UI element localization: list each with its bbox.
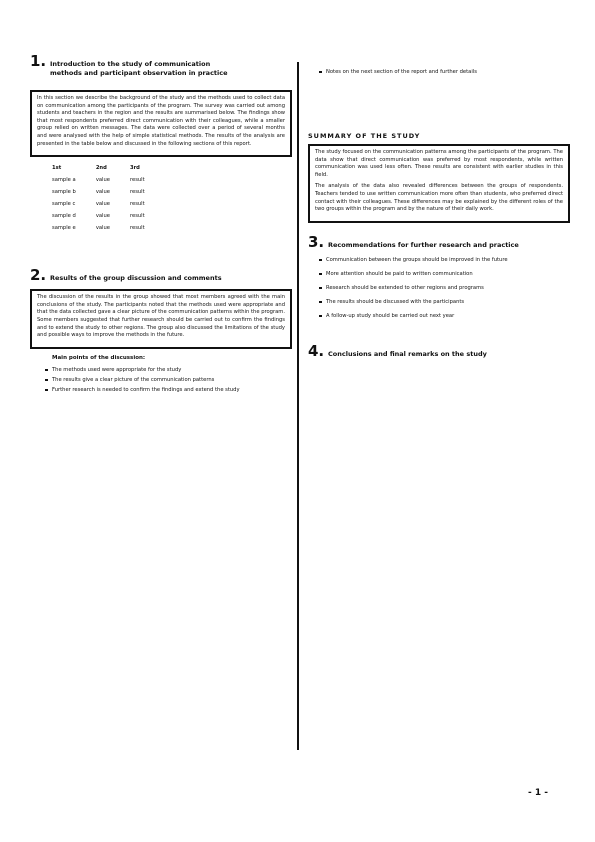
box-paragraph: The analysis of the data also revealed differences between the groups of respondents. Teachers tended to use written communication more often than students, who preferred direct contact with their colleagues. These differences may be explained by the different roles of the two groups within the program and by the nature of their daily work. [315,183,563,213]
page-number: - 1 - [528,788,548,798]
box-paragraph: The study focused on the communication patterns among the participants of the program. The data show that direct communication was preferred by most respondents, while written communication was used less often. These results are consistent with earlier studies in this field. [315,149,563,178]
table-cell: value [95,189,110,196]
section-title: Recommendations for further research and practice [328,240,519,249]
table-cell: value [95,213,110,220]
section-heading-1 [30,52,292,78]
section-title-line-2: methods and participant observation in practice [50,69,228,77]
list-item: Communication between the groups should be improved in the future [326,256,570,264]
section-title: SUMMARY OF THE STUDY [308,132,421,140]
table-header: 3rd [129,165,140,172]
section-title-line-1: Introduction to the study of communication [50,60,211,68]
section-title: Conclusions and final remarks on the study [328,349,487,358]
table-cell: value [95,225,110,232]
column-divider [297,62,299,750]
table-header: 1st [52,165,62,172]
table-cell: value [95,201,110,208]
table-header: 2nd [95,165,107,172]
intro-list [308,68,570,76]
list-item: Research should be extended to other regions and programs [326,284,570,292]
table-cell: sample a [52,177,76,184]
section-heading-2 [30,266,292,285]
section-number: 1. [30,52,47,70]
text-box-3 [308,144,570,223]
table-cell: sample c [52,201,76,208]
box-paragraph: The discussion of the results in the group showed that most members agreed with the main conclusions of the study. The participants noted that the methods used were appropriate and that the data collected gave a clear picture of the communication patterns within the program. Some members suggested that further research should be carried out to confirm the findings and to extend the study to other regions. The group also discussed the limitations of the study and possible ways to improve the methods in the future. [37,294,285,339]
section-heading-4 [308,341,570,360]
list-item: Further research is needed to confirm the findings and extend the study [52,386,292,394]
section-number: 3. [308,232,325,251]
list-item: More attention should be paid to written communication [326,270,570,278]
section-number: 2. [30,266,47,285]
table-cell: result [129,177,145,184]
section-title: Results of the group discussion and comments [50,274,222,283]
list-item: A follow-up study should be carried out next year [326,312,570,320]
table-cell: result [129,225,145,232]
list-item: The methods used were appropriate for the study [52,366,292,374]
table-cell: sample b [52,189,76,196]
text-box-1 [30,90,292,157]
summary-section [308,132,570,223]
table-cell: result [129,213,145,220]
table-header-row [42,162,155,174]
data-table [42,162,155,234]
table-row [42,186,155,198]
section-number: 4. [308,341,325,360]
table-cell: result [129,189,145,196]
table-row [42,174,155,186]
section-heading-3 [308,232,570,251]
text-box-2 [30,289,292,349]
list-title: Main points of the discussion: [52,354,146,361]
table-row [42,198,155,210]
recommendation-list [308,256,570,320]
box-paragraph: In this section we describe the background of the study and the methods used to collect data on communication among the participants of the program. The survey was carried out among students and teachers in the region and the results are summarised below. The findings show that most respondents preferred direct communication with their colleagues, while a smaller group relied on written messages. The data were collected over a period of several months and were analysed with the help of simple statistical methods. The results of the analysis are presented in the table below and discussed in the following sections of this report. [37,95,285,147]
table-cell: sample e [52,225,76,232]
list-item: Notes on the next section of the report and further details [326,68,570,76]
table-cell: sample d [52,213,76,220]
table-cell: value [95,177,110,184]
left-column [30,52,292,396]
list-item: The results should be discussed with the participants [326,298,570,306]
bullet-list [30,366,292,394]
table-row [42,222,155,234]
table-row [42,210,155,222]
right-column [308,60,570,359]
list-item: The results give a clear picture of the communication patterns [52,376,292,384]
table-cell: result [129,201,145,208]
